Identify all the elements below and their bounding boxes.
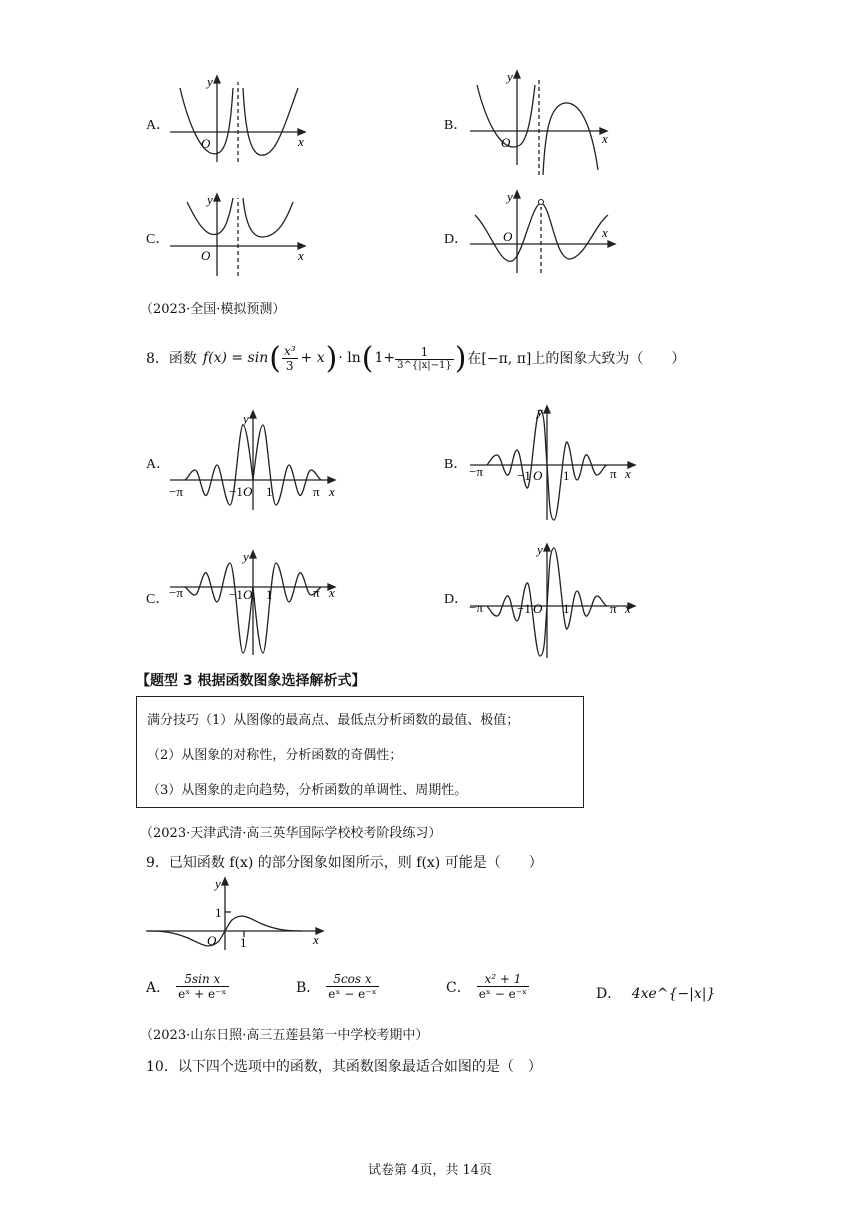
- q7-option-c-label: C．: [146, 232, 170, 247]
- q10-question: 10．以下四个选项中的函数，其函数图象最适合如图的是（ ）: [146, 1059, 542, 1075]
- svg-text:O: O: [533, 601, 543, 616]
- svg-text:O: O: [501, 135, 511, 150]
- svg-text:O: O: [503, 229, 513, 244]
- svg-text:y: y: [207, 74, 213, 89]
- svg-text:y: y: [507, 189, 513, 204]
- page-footer: 试卷第 4页，共 14页: [367, 1163, 493, 1178]
- svg-text:−π: −π: [169, 585, 183, 600]
- q8-source: （2023·全国·模拟预测）: [140, 302, 286, 317]
- svg-text:O: O: [201, 136, 211, 151]
- q7-graph-b: [465, 65, 615, 180]
- svg-text:x: x: [602, 131, 608, 146]
- svg-text:−1: −1: [517, 601, 531, 616]
- svg-text:x: x: [329, 585, 335, 600]
- svg-text:x: x: [313, 932, 319, 947]
- q9-option-d[interactable]: D． 4xe^{−|x|}: [596, 986, 716, 1002]
- q8-question: 8．函数 f(x) = sin ( $\frac{\text{x³}}{3}$ + x ) · ln ( 1+ $\frac{1}{3\^{}\{|x|-1\}}$ ) 在[−π, π]上的图象大致为（ ）: [146, 340, 686, 376]
- svg-text:−1: −1: [517, 468, 531, 483]
- q9-question: 9．已知函数 f(x) 的部分图象如图所示，则 f(x) 可能是（ ）: [146, 855, 543, 871]
- svg-text:π: π: [313, 484, 320, 499]
- svg-text:−π: −π: [469, 600, 483, 615]
- svg-text:y: y: [537, 404, 543, 419]
- q8-graph-a: [165, 405, 345, 515]
- q7-option-a-label: A．: [146, 118, 171, 133]
- svg-text:π: π: [313, 585, 320, 600]
- svg-text:y: y: [243, 549, 249, 564]
- q8-option-b-label: B．: [444, 457, 468, 472]
- q8-option-c-label: C．: [146, 592, 170, 607]
- svg-text:x: x: [298, 134, 304, 149]
- svg-text:1: 1: [215, 905, 222, 920]
- q9-source: （2023·天津武清·高三英华国际学校校考阶段练习）: [140, 826, 442, 841]
- svg-text:−1: −1: [229, 587, 243, 602]
- svg-text:x: x: [298, 248, 304, 263]
- svg-text:1: 1: [563, 468, 570, 483]
- q7-graph-c: [165, 188, 315, 278]
- svg-text:−π: −π: [469, 464, 483, 479]
- svg-text:1: 1: [266, 484, 273, 499]
- svg-text:y: y: [215, 876, 221, 891]
- svg-text:x: x: [625, 601, 631, 616]
- q8-formula-prefix: f(x) = sin: [202, 350, 269, 366]
- svg-text:y: y: [207, 192, 213, 207]
- svg-text:−1: −1: [229, 484, 243, 499]
- svg-text:y: y: [243, 411, 249, 426]
- q8-graph-b: [465, 400, 645, 525]
- tip-line-1: 满分技巧（1）从图像的最高点、最低点分析函数的最值、极值；: [147, 713, 520, 728]
- svg-text:π: π: [610, 466, 617, 481]
- q7-option-b-label: B．: [444, 118, 468, 133]
- tip-line-3: （3）从图象的走向趋势，分析函数的单调性、周期性。: [147, 783, 468, 798]
- svg-text:π: π: [610, 601, 617, 616]
- q8-option-a-label: A．: [146, 457, 171, 472]
- svg-text:y: y: [507, 69, 513, 84]
- svg-text:1: 1: [240, 935, 247, 950]
- svg-text:1: 1: [266, 587, 273, 602]
- q9-option-b[interactable]: B． $\frac{\text{5cos x}}{\text{eˣ − e⁻ˣ}}$: [296, 972, 377, 1001]
- svg-text:O: O: [243, 484, 253, 499]
- svg-text:O: O: [207, 933, 217, 948]
- q7-graph-a: [165, 70, 315, 165]
- svg-text:−π: −π: [169, 484, 183, 499]
- q8-interval: 在[−π, π]上的图象大致为（ ）: [467, 351, 686, 367]
- q8-option-d-label: D．: [444, 592, 469, 607]
- q9-option-c[interactable]: C． $\frac{\text{x² + 1}}{\text{eˣ − e⁻ˣ}}$: [446, 972, 528, 1001]
- q10-source: （2023·山东日照·高三五莲县第一中学校考期中）: [140, 1028, 429, 1043]
- svg-text:1: 1: [563, 601, 570, 616]
- q7-option-d-label: D．: [444, 232, 469, 247]
- q9-graph: [143, 872, 333, 952]
- svg-text:O: O: [243, 587, 253, 602]
- q7-graph-d: [465, 185, 620, 275]
- svg-text:y: y: [537, 542, 543, 557]
- svg-text:x: x: [602, 225, 608, 240]
- q9-option-a[interactable]: A． $\frac{\text{5sin x}}{\text{eˣ + e⁻ˣ}}$: [146, 972, 227, 1001]
- svg-text:O: O: [533, 468, 543, 483]
- svg-text:x: x: [625, 466, 631, 481]
- section-heading: 【题型 3 根据函数图象选择解析式】: [136, 673, 366, 689]
- svg-text:x: x: [329, 484, 335, 499]
- q8-graph-d: [465, 538, 645, 663]
- tips-box: [136, 696, 584, 808]
- q8-number: 8．函数: [146, 351, 197, 367]
- tip-line-2: （2）从图象的对称性，分析函数的奇偶性；: [147, 748, 403, 763]
- svg-text:O: O: [201, 248, 211, 263]
- q8-graph-c: [165, 545, 345, 660]
